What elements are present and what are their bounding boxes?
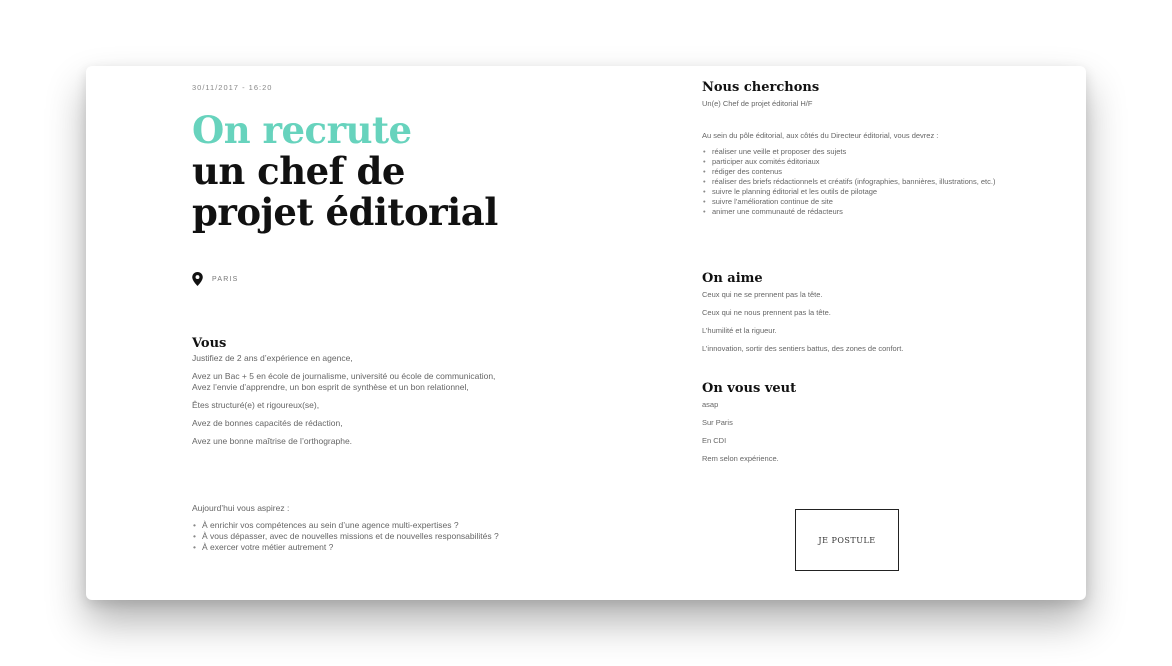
vous-item: Justifiez de 2 ans d’expérience en agence, (192, 353, 353, 363)
veut-list (702, 400, 796, 464)
aspire-section (192, 503, 522, 553)
vous-item: Avez de bonnes capacités de rédaction, (192, 418, 343, 428)
nous-item: • réaliser une veille et proposer des sujets (712, 147, 1002, 157)
veut-item: En CDI (702, 436, 727, 445)
nous-list (702, 147, 1002, 217)
title-line-3: projet éditorial (192, 190, 498, 234)
vous-item: Avez une bonne maîtrise de l’orthographe. (192, 436, 353, 446)
veut-section (702, 381, 796, 472)
nous-item: • suivre le planning éditorial et les outils de pilotage (712, 187, 1002, 197)
vous-heading: Vous (192, 336, 227, 351)
nous-item: • suivre l’amélioration continue de site (712, 197, 1002, 207)
aspire-list (192, 520, 522, 553)
aspire-intro: Aujourd’hui vous aspirez : (192, 503, 290, 513)
vous-list (192, 353, 522, 447)
nous-intro: Au sein du pôle éditorial, aux côtés du Directeur éditorial, vous devrez : (702, 131, 939, 140)
vous-item: Êtes structuré(e) et rigoureux(se), (192, 400, 320, 410)
aime-section (702, 271, 903, 362)
aime-item: Ceux qui ne nous prennent pas la tête. (702, 308, 831, 317)
aspire-item: • À enrichir vos compétences au sein d’une agence multi-expertises ? (202, 520, 522, 531)
nous-subtitle: Un(e) Chef de projet éditorial H/F (702, 99, 813, 108)
vous-item: Avez un Bac + 5 en école de journalisme, université ou école de communication, Avez l’envie d’apprendre, un bon esprit de synthèse et un bon relationnel, (192, 371, 496, 392)
aime-heading: On aime (702, 271, 763, 286)
aime-item: L’innovation, sortir des sentiers battus, des zones de confort. (702, 344, 904, 353)
job-card (86, 66, 1086, 600)
post-date: 30/11/2017 - 16:20 (192, 83, 273, 92)
veut-item: asap (702, 400, 719, 409)
location-pin-icon (192, 272, 203, 286)
aspire-item: • À exercer votre métier autrement ? (202, 542, 522, 553)
nous-item: • rédiger des contenus (712, 167, 1002, 177)
location (192, 272, 239, 286)
nous-item: • réaliser des briefs rédactionnels et créatifs (infographies, bannières, illustrations, etc.) (712, 177, 1002, 187)
nous-item: • animer une communauté de rédacteurs (712, 207, 1002, 217)
nous-section (702, 80, 1002, 217)
veut-item: Rem selon expérience. (702, 454, 779, 463)
aime-item: L’humilité et la rigueur. (702, 326, 777, 335)
title-accent: On recrute (192, 108, 412, 152)
location-label: PARIS (212, 275, 239, 283)
apply-button[interactable]: JE POSTULE (795, 509, 899, 571)
veut-item: Sur Paris (702, 418, 733, 427)
page-title (192, 110, 498, 233)
nous-heading: Nous cherchons (702, 80, 820, 95)
veut-heading: On vous veut (702, 381, 797, 396)
title-line-2: un chef de (192, 149, 405, 193)
aspire-item: • À vous dépasser, avec de nouvelles missions et de nouvelles responsabilités ? (202, 531, 522, 542)
nous-item: • participer aux comités éditoriaux (712, 157, 1002, 167)
aime-list (702, 290, 903, 354)
aime-item: Ceux qui ne se prennent pas la tête. (702, 290, 823, 299)
vous-section (192, 336, 522, 454)
